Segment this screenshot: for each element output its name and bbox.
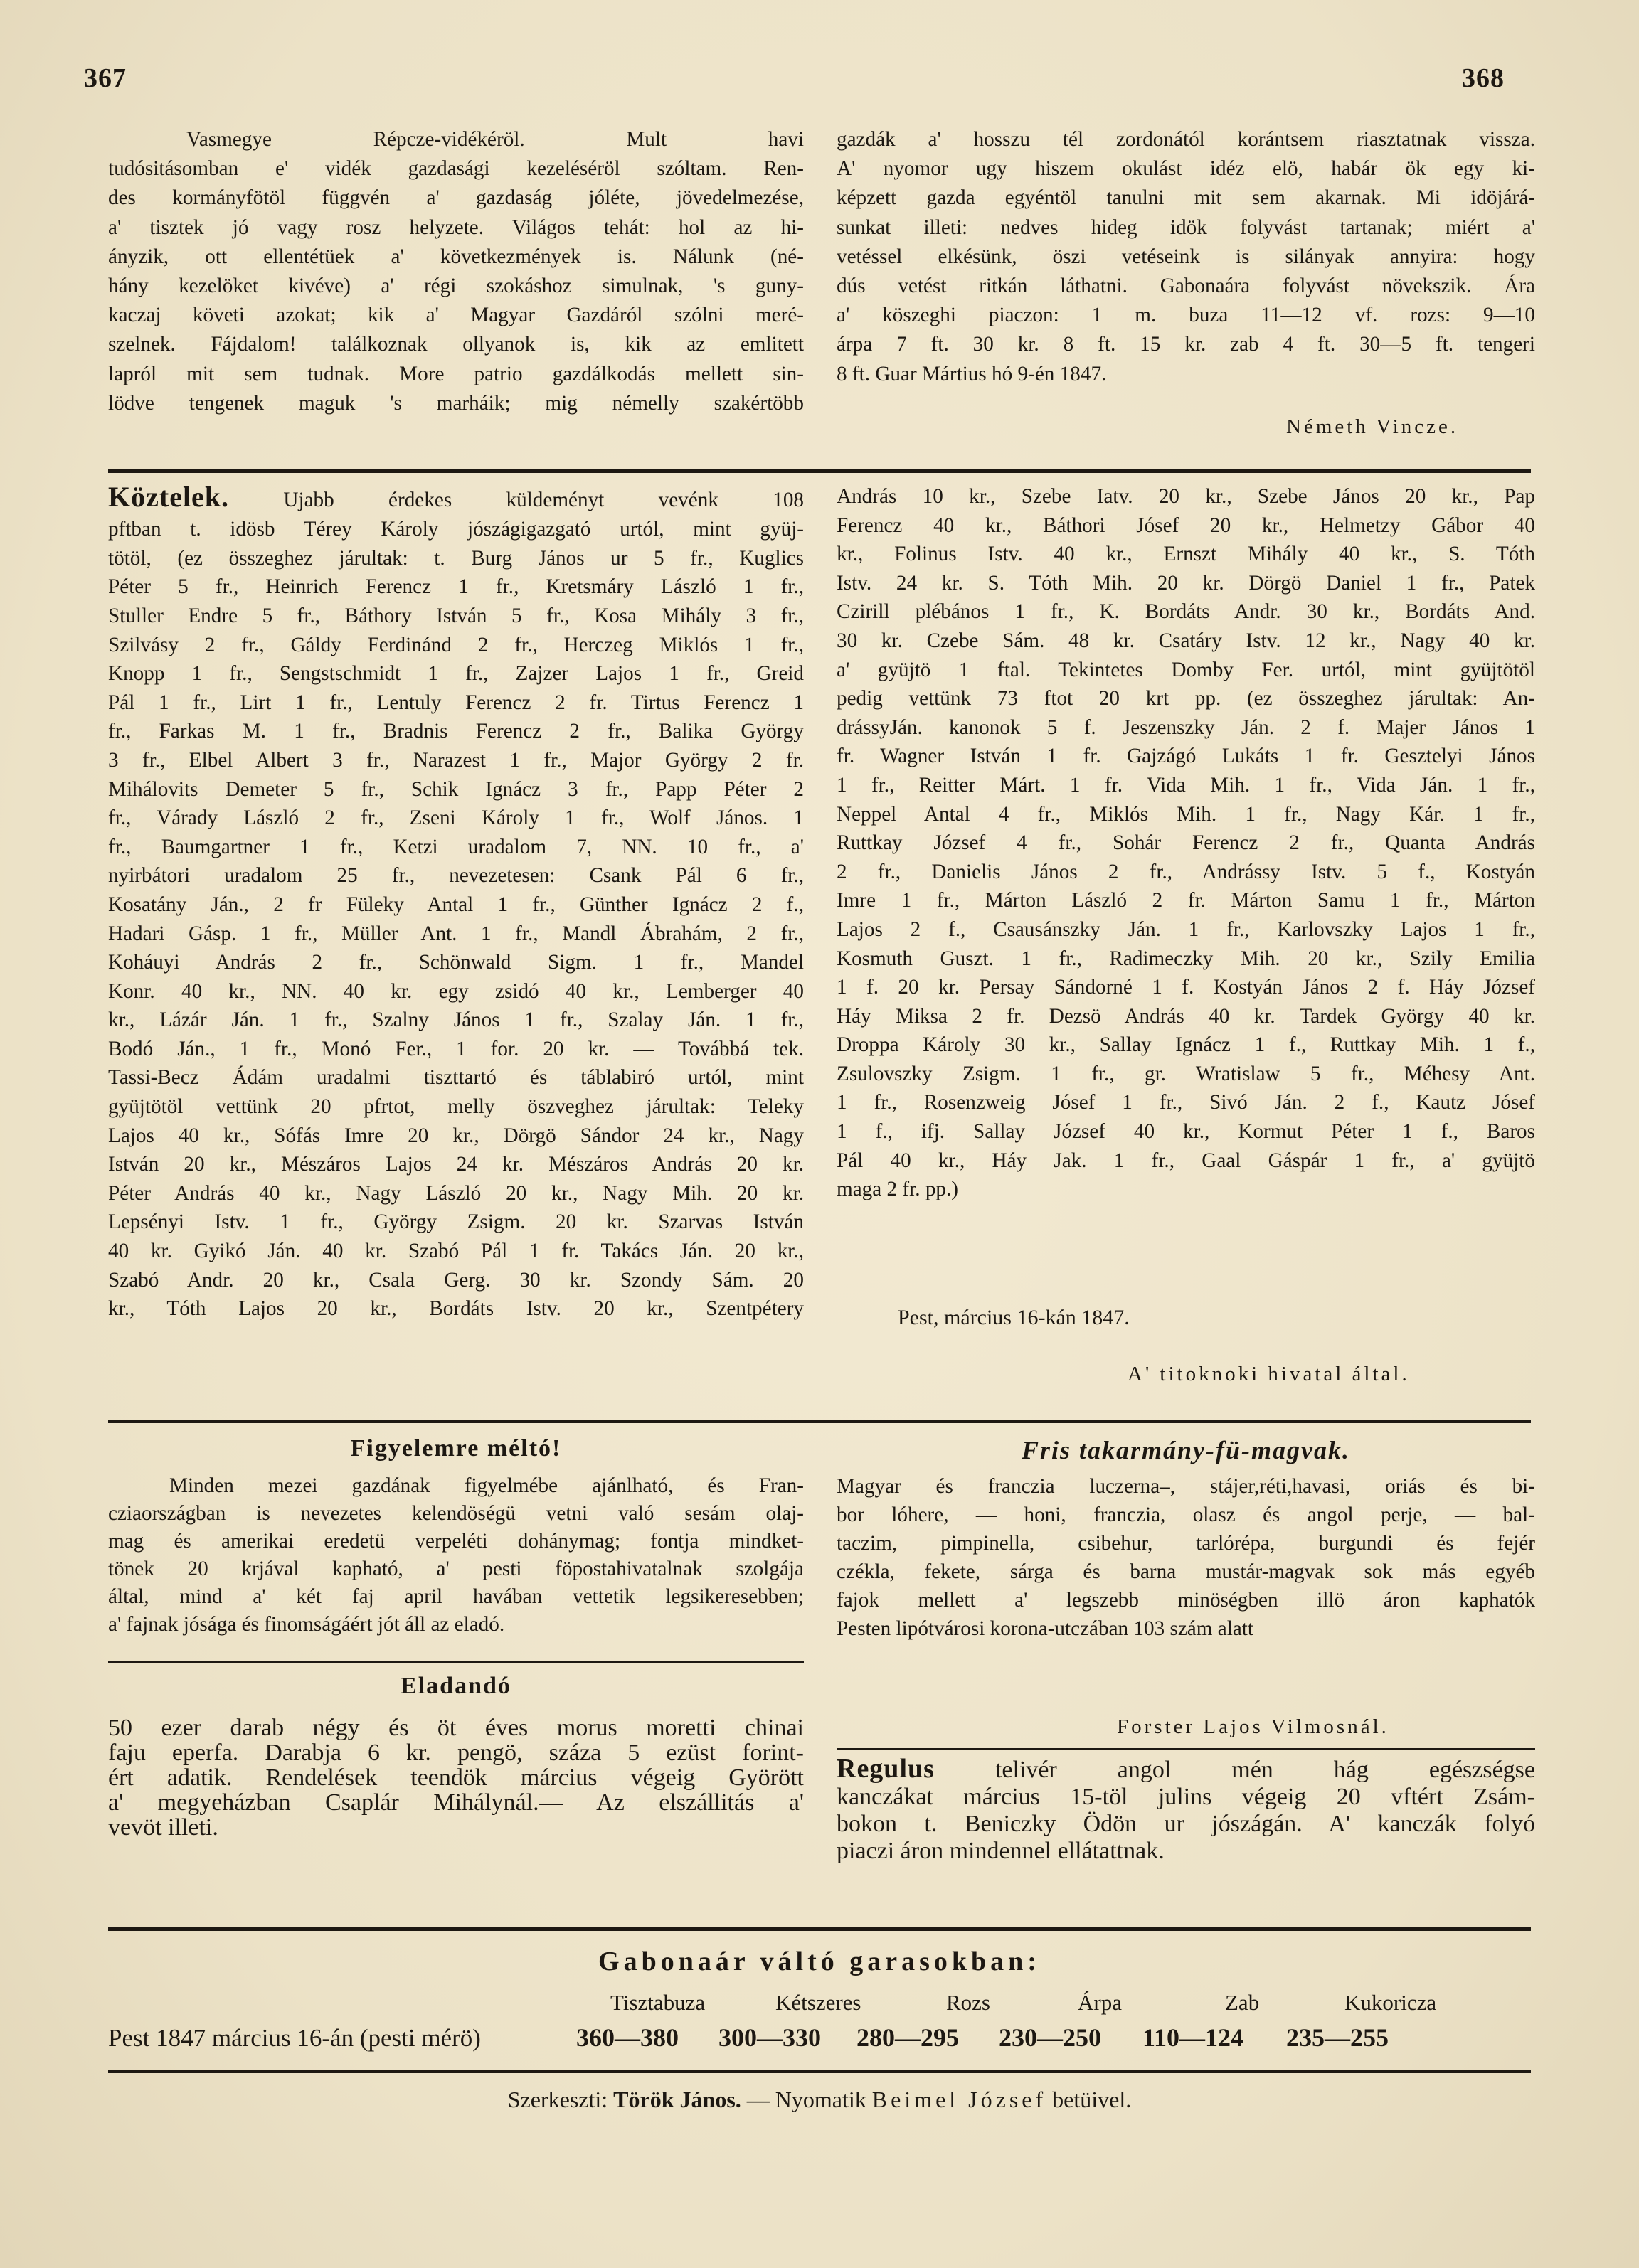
text-line: ányzik, ott ellentétüek a' következmények is. Nálunk (né- xyxy=(108,245,804,268)
text-line: kr., Tóth Lajos 20 kr., Bordáts Istv. 20 kr., Szentpétery xyxy=(108,1297,804,1321)
text-line: Lajos 2 f., Csausánszky Ján. 1 fr., Karlovszky Lajos 1 fr., xyxy=(837,917,1535,941)
text-line: 30 kr. Czebe Sám. 48 kr. Csatáry Istv. 12 kr., Nagy 40 kr. xyxy=(837,629,1535,652)
text-line: maga 2 fr. pp.) xyxy=(837,1178,959,1201)
text-line: Imre 1 fr., Márton László 2 fr. Márton Samu 1 fr., Márton xyxy=(837,889,1535,912)
text-line: Lajos 40 kr., Sófás Imre 20 kr., Dörgö Sándor 24 kr., Nagy xyxy=(108,1124,804,1147)
text-line: pedig vettünk 73 ftot 20 krt pp. (ez összeghez járultak: An- xyxy=(837,687,1535,710)
text-line: 50 ezer darab négy és öt éves morus moretti chinai xyxy=(108,1715,804,1740)
text-line: fajok mellett a' legszebb minöségben illö áron kaphatók xyxy=(837,1589,1535,1612)
text-line: vevöt illeti. xyxy=(108,1815,218,1840)
article-koztelek-dateline: Pest, március 16-kán 1847. xyxy=(898,1306,1130,1329)
text-line: Ruttkay József 4 fr., Sohár Ferencz 2 fr., Quanta András xyxy=(837,831,1535,855)
text-line: gyüjtötöl vettünk 20 pfrtot, melly öszveghez járultak: Teleky xyxy=(108,1095,804,1119)
text-line: tudósitásomban e' vidék gazdasági kezeléséröl szóltam. Ren- xyxy=(108,157,804,181)
imprint-printer-label: — Nyomatik xyxy=(746,2087,866,2112)
text-line: a' megyeházban Csaplár Mihálynál.— Az elszállitás a' xyxy=(108,1790,804,1815)
price-table-cell: 360—380 xyxy=(576,2023,679,2052)
text-line: Minden mezei gazdának figyelmébe ajánlható, és Fran- xyxy=(169,1474,804,1497)
text-line: Háy Miksa 2 fr. Dezsö András 40 kr. Tardek György 40 kr. xyxy=(837,1004,1535,1028)
article-koztelek-heading: Köztelek. xyxy=(108,482,230,513)
text-line: kr., Folinus Istv. 40 kr., Ernszt Mihály 40 kr., S. Tóth xyxy=(837,543,1535,566)
price-table-cell: 235—255 xyxy=(1286,2023,1389,2052)
imprint-editor: Török János. xyxy=(613,2087,741,2112)
text-line: nyirbátori uradalom 25 fr., nevezetesen: Csank Pál 6 fr., xyxy=(108,864,804,888)
price-table-row-label: Pest 1847 március 16-án (pesti mérö) xyxy=(108,2024,481,2052)
imprint-printer: Beimel József xyxy=(871,2087,1047,2112)
text-line: Pesten lipótvárosi korona-utczában 103 szám alatt xyxy=(837,1617,1254,1640)
price-table-cell: 280—295 xyxy=(856,2023,959,2052)
text-line: bor lóhere, — honi, franczia, olasz és angol perje, — bal- xyxy=(837,1503,1535,1526)
text-line: Kosmuth Guszt. 1 fr., Radimeczky Mih. 20 kr., Szily Emilia xyxy=(837,947,1535,970)
text-line: Szabó Andr. 20 kr., Csala Gerg. 30 kr. Szondy Sám. 20 xyxy=(108,1268,804,1292)
price-table-cell: 300—330 xyxy=(718,2023,821,2052)
ad-figyelemre-heading: Figyelemre méltó! xyxy=(350,1435,562,1462)
ad-regulus-heading: Regulus xyxy=(837,1755,935,1784)
text-line: képzett gazda egyéntöl tanulni mit sem akarnak. Mi idöjárá- xyxy=(837,186,1535,210)
price-table-col-header: Tisztabuza xyxy=(610,1990,706,2015)
price-table-cell: 110—124 xyxy=(1142,2023,1244,2052)
price-table-col-header: Kétszeres xyxy=(775,1990,861,2015)
text-line: 1 fr., Rosenzweig Jósef 1 fr., Sivó Ján. 2 f., Kautz Jósef xyxy=(837,1091,1535,1114)
ad-takarmany-signature: Forster Lajos Vilmosnál. xyxy=(1117,1715,1389,1738)
text-line: Lepsényi Istv. 1 fr., György Zsigm. 20 kr. Szarvas István xyxy=(108,1210,804,1234)
text-line: Konr. 40 kr., NN. 40 kr. egy zsidó 40 kr., Lemberger 40 xyxy=(108,979,804,1003)
text-line: Kosatány Ján., 2 fr Füleky Antal 1 fr., Günther Ignácz 2 f., xyxy=(108,893,804,916)
text-line: ért adatik. Rendelések teendök március végeig Györött xyxy=(108,1765,804,1790)
text-line: dús vetést ritkán láthatni. Gabonaára folyvást növekszik. Ára xyxy=(837,275,1535,298)
text-line: des kormányfötöl függvén a' gazdaság jóléte, jövedelmezése, xyxy=(108,186,804,210)
text-line: a' gyüjtö 1 ftal. Tekintetes Domby Fer. urtól, mint gyüjtötöl xyxy=(837,658,1535,681)
text-line: 2 fr., Danielis János 2 fr., Andrássy Istv. 5 f., Kostyán xyxy=(837,860,1535,883)
ad-eladando-heading: Eladandó xyxy=(401,1673,511,1699)
text-line: 3 fr., Elbel Albert 3 fr., Narazest 1 fr., Major György 2 fr. xyxy=(108,748,804,772)
text-line: cziaországban is nevezetes kelendöségü vetni való sesám olaj- xyxy=(108,1502,804,1525)
imprint-line xyxy=(0,2087,1639,2113)
text-line: fr., Várady László 2 fr., Zseni Károly 1 fr., Wolf János. 1 xyxy=(108,806,804,830)
text-line: Ferencz 40 kr., Báthori Jósef 20 kr., Helmetzy Gábor 40 xyxy=(837,513,1535,537)
text-line: Hadari Gásp. 1 fr., Müller Ant. 1 fr., Mandl Ábrahám, 2 fr., xyxy=(108,922,804,945)
text-line: István 20 kr., Mészáros Lajos 24 kr. Mészáros András 20 kr. xyxy=(108,1153,804,1176)
page-number-right: 368 xyxy=(1462,63,1505,93)
text-line: Magyar és franczia luczerna–, stájer,réti,havasi, oriás és bi- xyxy=(837,1475,1535,1498)
price-table-col-header: Kukoricza xyxy=(1344,1990,1437,2015)
text-line: Koháuyi András 2 fr., Schönwald Sigm. 1 fr., Mandel xyxy=(108,951,804,974)
text-line: pftban t. idösb Térey Károly jószágigazgató urtól, mint gyüj- xyxy=(108,518,804,541)
text-line: kaczaj követi azokat; kik a' Magyar Gazdáról szólni meré- xyxy=(108,304,804,327)
text-line: 1 f., ifj. Sallay József 40 kr., Kormut Péter 1 f., Baros xyxy=(837,1120,1535,1144)
text-line: a' fajnak jósága és finomságáért jót áll az eladó. xyxy=(108,1613,505,1636)
price-table-col-header: Zab xyxy=(1225,1990,1260,2015)
text-line: faju eperfa. Darabja 6 kr. pengö, százа 5 ezüst forint- xyxy=(108,1740,804,1765)
text-line: Szilvásy 2 fr., Gáldy Ferdinánd 2 fr., Herczeg Miklós 1 fr., xyxy=(108,633,804,656)
text-line: tötöl, (ez összeghez járultak: t. Burg János ur 5 fr., Kuglics xyxy=(108,546,804,570)
imprint-editor-label: Szerkeszti: xyxy=(507,2087,608,2112)
imprint-tail: betüivel. xyxy=(1052,2087,1132,2112)
text-line: 1 fr., Reitter Márt. 1 fr. Vida Mih. 1 fr., Vida Ján. 1 fr., xyxy=(837,773,1535,797)
text-line: Droppa Károly 30 kr., Sallay Ignácz 1 f., Ruttkay Mih. 1 f., xyxy=(837,1033,1535,1057)
price-table-col-header: Rozs xyxy=(946,1990,990,2015)
text-line: Pál 40 kr., Háy Jak. 1 fr., Gaal Gáspár 1 fr., a' gyüjtö xyxy=(837,1149,1535,1172)
text-line: Neppel Antal 4 fr., Miklós Mih. 1 fr., Nagy Kár. 1 fr., xyxy=(837,802,1535,826)
text-line: Tassi-Becz Ádám uradalmi tiszttartó és táblabiró urtól, mint xyxy=(108,1066,804,1090)
text-line: bokon t. Beniczky Ödön ur jószágán. A' kanczák folyó xyxy=(837,1811,1535,1837)
page-number-left: 367 xyxy=(84,63,127,93)
text-line: drássyJán. kanonok 5 f. Jeszenszky Ján. 2 f. Majer János 1 xyxy=(837,715,1535,739)
text-line: 8 ft. Guar Mártius hó 9-én 1847. xyxy=(837,362,1107,385)
section-divider xyxy=(108,2070,1531,2073)
text-line: sunkat illeti: nedves hideg idök folyvást tartanak; miért a' xyxy=(837,215,1535,239)
text-line: fr. Wagner István 1 fr. Gajzágó Lukáts 1 fr. Gesztelyi János xyxy=(837,745,1535,768)
text-line: Czirill plébános 1 fr., K. Bordáts Andr. 30 kr., Bordáts And. xyxy=(837,600,1535,624)
text-line: Istv. 24 kr. S. Tóth Mih. 20 kr. Dörgö Daniel 1 fr., Patek xyxy=(837,571,1535,595)
text-line: Stuller Endre 5 fr., Báthory István 5 fr., Kosa Mihály 3 fr., xyxy=(108,604,804,627)
price-table-title: Gabonaár váltó garasokban: xyxy=(598,1947,1041,1976)
text-line: Vasmegye Répcze-vidékéröl. Mult havi xyxy=(186,128,804,151)
text-line: 1 f. 20 kr. Persay Sándorné 1 f. Kostyán János 2 f. Háy József xyxy=(837,976,1535,999)
price-table-col-header: Árpa xyxy=(1078,1990,1122,2015)
text-line: kr., Lázár Ján. 1 fr., Szalny János 1 fr., Szalay Ján. 1 fr., xyxy=(108,1008,804,1032)
text-line: Pál 1 fr., Lirt 1 fr., Lentuly Ferencz 2 fr. Tirtus Ferencz 1 xyxy=(108,691,804,714)
text-line-rest: telivér angol mén hág egészségse xyxy=(994,1757,1535,1783)
text-line: kanczákat március 15-töl julins végeig 20 vftért Zsám- xyxy=(837,1784,1535,1810)
text-line: lapról mit sem tudnak. More patrio gazdálkodás mellett sin- xyxy=(108,362,804,385)
price-table-cell: 230—250 xyxy=(999,2023,1101,2052)
text-line: árpa 7 ft. 30 kr. 8 ft. 15 kr. zab 4 ft. 30—5 ft. tengeri xyxy=(837,333,1535,356)
text-line: Mihálovits Demeter 5 fr., Schik Ignácz 3 fr., Papp Péter 2 xyxy=(108,777,804,801)
text-line: Zsulovszky Zsigm. 1 fr., gr. Wratislaw 5 fr., Méhesy Ant. xyxy=(837,1062,1535,1085)
text-line: által, mind a' két faj april havában vettetik legsikeresebben; xyxy=(108,1585,804,1608)
text-line: 40 kr. Gyikó Ján. 40 kr. Szabó Pál 1 fr. Takács Ján. 20 kr., xyxy=(108,1240,804,1263)
text-line: tönek 20 krjával kapható, a' pesti föpostahivatalnak szolgája xyxy=(108,1558,804,1580)
text-line: Péter 5 fr., Heinrich Ferencz 1 fr., Kretsmáry László 1 fr., xyxy=(108,575,804,599)
text-line: gazdák a' hosszu tél zordonától korántsem riasztatnak vissza. xyxy=(837,128,1535,151)
text-line: a' tisztek jó vagy rosz helyzete. Világos tehát: hol az hi- xyxy=(108,215,804,239)
text-line: szelnek. Fájdalom! találkoznak ollyanok is, kik az emlitett xyxy=(108,333,804,356)
text-line: fr., Farkas M. 1 fr., Bradnis Ferencz 2 fr., Balika György xyxy=(108,720,804,743)
text-line-rest: Ujabb érdekes küldeményt vevénk 108 xyxy=(283,489,804,511)
text-line: fr., Baumgartner 1 fr., Ketzi uradalom 7, NN. 10 fr., a' xyxy=(108,835,804,858)
text-line: lödve tengenek maguk 's marháik; mig némelly szakértöbb xyxy=(108,391,804,415)
text-line: Bodó Ján., 1 fr., Monó Fer., 1 for. 20 kr. — Továbbá tek. xyxy=(108,1037,804,1060)
text-line: taczim, pimpinella, csibehur, tarlórépa, burgundi és fejér xyxy=(837,1532,1535,1555)
text-line: czékla, fekete, sárga és barna mustár-magvak sok más egyéb xyxy=(837,1560,1535,1583)
article-repcze-signature: Németh Vincze. xyxy=(1286,415,1459,438)
text-line: hány kezelöket kivéve) a' régi szokáshoz simulnak, 's guny- xyxy=(108,275,804,298)
text-line: a' köszeghi piaczon: 1 m. buza 11—12 vf. rozs: 9—10 xyxy=(837,304,1535,327)
article-koztelek-signature: A' titoknoki hivatal által. xyxy=(1128,1363,1410,1385)
text-line: vetéssel elkésünk, öszi vetéseink is silányak annyira: hogy xyxy=(837,245,1535,268)
ad-takarmany-heading: Fris takarmány-fü-magvak. xyxy=(1021,1436,1350,1464)
text-line: mag és amerikai eredetü verpeléti dohánymag; fontja mindket- xyxy=(108,1530,804,1553)
text-line: piaczi áron mindennel ellátattnak. xyxy=(837,1838,1165,1864)
text-line: A' nyomor ugy hiszem okulást idéz elö, habár ök egy ki- xyxy=(837,157,1535,181)
text-line: Knopp 1 fr., Sengstschmidt 1 fr., Zajzer Lajos 1 fr., Greid xyxy=(108,662,804,686)
text-line: Péter András 40 kr., Nagy László 20 kr., Nagy Mih. 20 kr. xyxy=(108,1181,804,1205)
text-line: András 10 kr., Szebe Iatv. 20 kr., Szebe János 20 kr., Pap xyxy=(837,485,1535,508)
